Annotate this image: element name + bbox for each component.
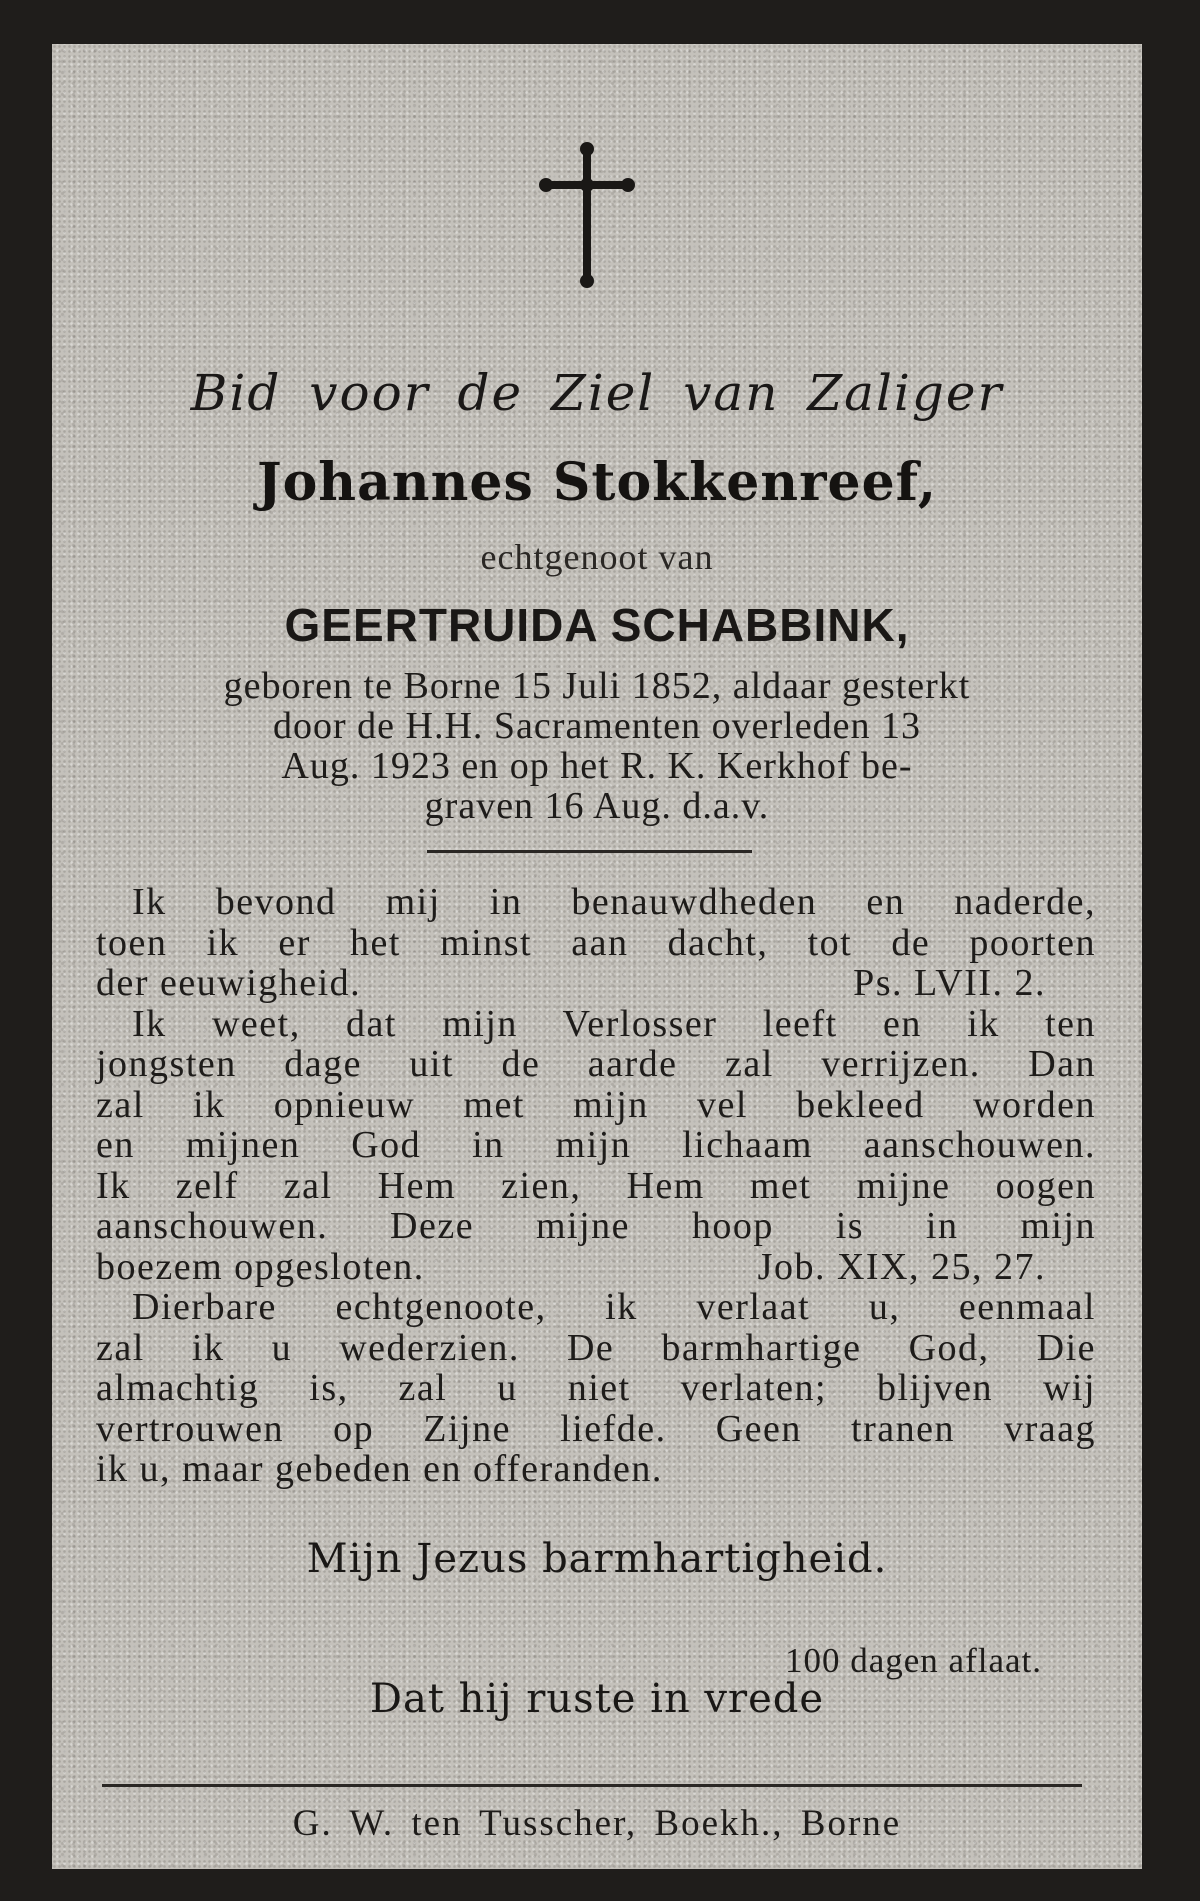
psalm-reference: Ps. LVII. 2. [853,962,1046,1004]
scripture-text [96,882,1096,1490]
spouse-name: GEERTRUIDA SCHABBINK, [284,599,910,651]
job-line: aanschouwen. Deze mijne hoop is in mijn [96,1205,1096,1247]
details-line: geboren te Borne 15 Juli 1852, aldaar gesterkt [223,665,971,707]
spouse-intro: echtgenoot van [480,537,714,577]
details-line: Aug. 1923 en op het R. K. Kerkhof be- [281,745,913,787]
psalm-line: toen ik er het minst aan dacht, tot de poorten [96,921,1096,964]
indulgence-note: 100 dagen aflaat. [784,1641,1042,1680]
farewell-line: ik u, maar gebeden en offeranden. [96,1448,663,1490]
details-line: graven 16 Aug. d.a.v. [424,785,770,827]
job-line: en mijnen God in mijn lichaam aanschouwen. [96,1124,1096,1166]
psalm-line: der eeuwigheid. [96,962,362,1004]
job-reference: Job. XIX, 25, 27. [757,1245,1046,1288]
job-line: boezem opgesloten. [96,1245,425,1288]
cross-icon [537,139,637,289]
invocation: Bid voor de Ziel van Zaliger [190,364,1004,422]
job-line: Ik weet, dat mijn Verlosser leeft en ik ten [132,1002,1096,1045]
divider [427,850,752,853]
rest-in-peace: Dat hij ruste in vrede [369,1676,825,1722]
psalm-ref-line [96,963,1096,1004]
card-paper [52,44,1142,1869]
printer-imprint: G. W. ten Tusscher, Boekh., Borne [292,1803,902,1844]
details-line: door de H.H. Sacramenten overleden 13 [273,705,921,747]
divider [102,1784,1082,1787]
job-line: Ik zelf zal Hem zien, Hem met mijne oogen [96,1164,1096,1207]
farewell-line: vertrouwen op Zijne liefde. Geen tranen vraag [96,1407,1096,1450]
job-line: jongsten dage uit de aarde zal verrijzen. Dan [96,1043,1096,1085]
psalm-line: Ik bevond mij in benauwdheden en naderde, [132,881,1096,923]
farewell-line: almachtig is, zal u niet verlaten; blijven wij [96,1367,1096,1409]
life-details [92,666,1102,826]
job-line: zal ik opnieuw met mijn vel bekleed worden [96,1083,1096,1126]
farewell-line: zal ik u wederzien. De barmhartige God, Die [96,1326,1096,1369]
deceased-name: Johannes Stokkenreef, [257,452,937,513]
job-ref-line [96,1247,1096,1288]
prayer: Mijn Jezus barmhartigheid. [306,1536,888,1582]
farewell-line: Dierbare echtgenoote, ik verlaat u, eenmaal [132,1286,1096,1328]
